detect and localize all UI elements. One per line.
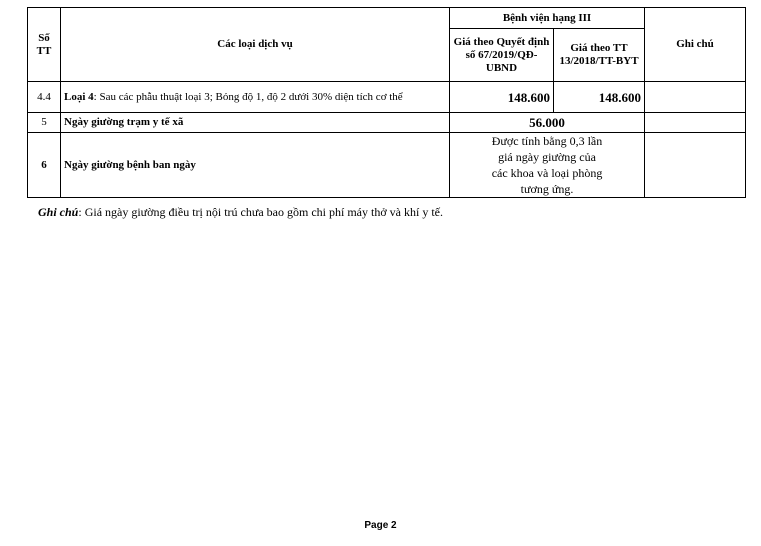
- header-group-hospital: Bệnh viện hạng III: [450, 8, 645, 29]
- row-note: [645, 113, 746, 133]
- header-col-service: Các loại dịch vụ: [61, 8, 450, 82]
- table-row: [28, 82, 746, 113]
- row-service: [61, 82, 450, 113]
- page-number: Page 2: [364, 520, 397, 531]
- row-no: 6: [28, 133, 61, 198]
- row-price-merged: 56.000: [450, 113, 645, 133]
- footnote-label: Ghi chú: [38, 205, 79, 219]
- row-note: [645, 133, 746, 198]
- price-table: [27, 7, 746, 198]
- row-price-circular: 148.600: [554, 82, 645, 113]
- row-service-desc: : Sau các phẫu thuật loại 3; Bỏng độ 1, độ 2 dưới 30% diện tích cơ thể: [93, 90, 403, 103]
- row-service-label: Loại 4: [64, 90, 94, 103]
- table-row: [28, 133, 746, 198]
- row-note: [645, 82, 746, 113]
- header-col-no: Số TT: [28, 8, 61, 82]
- row-no: 5: [28, 113, 61, 133]
- header-col-note: Ghi chú: [645, 8, 746, 82]
- row-price-decision: 148.600: [450, 82, 554, 113]
- footnote-text: : Giá ngày giường điều trị nội trú chưa bao gồm chi phí máy thở và khí y tế.: [78, 205, 443, 219]
- header-col-price-circular: Giá theo TT 13/2018/TT-BYT: [554, 29, 645, 82]
- row-service: Ngày giường bệnh ban ngày: [61, 133, 450, 198]
- row-service: Ngày giường trạm y tế xã: [61, 113, 450, 133]
- row-price-merged: Được tính bằng 0,3 lần giá ngày giường của các khoa và loại phòng tương ứng.: [450, 133, 645, 198]
- table-row: [28, 113, 746, 133]
- header-col-price-decision: Giá theo Quyết định số 67/2019/QĐ-UBND: [450, 29, 554, 82]
- table-header-row: [28, 8, 746, 29]
- footnote: [38, 205, 443, 220]
- row-no: 4.4: [28, 82, 61, 113]
